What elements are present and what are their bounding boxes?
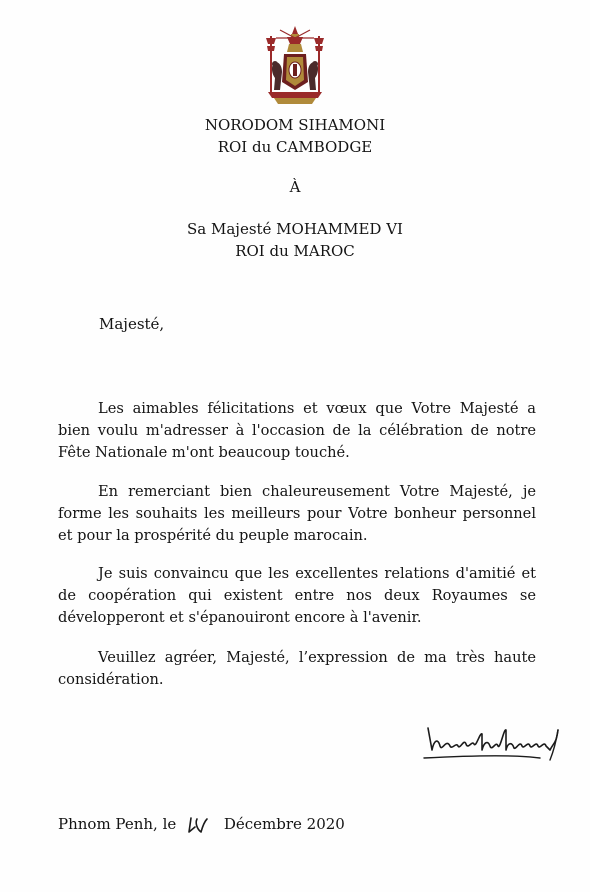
body-paragraph: Je suis convaincu que les excellentes relations d'amitié et de coopération qui existent entre nos deux Royaumes se développeront et s'épanouiront encore à l'avenir.	[58, 565, 536, 626]
sender-name: NORODOM SIHAMONI	[204, 116, 386, 134]
sender-title: ROI du CAMBODGE	[217, 138, 373, 156]
recipient-title: ROI du MAROC	[235, 242, 355, 260]
recipient-name: Sa Majesté MOHAMMED VI	[187, 220, 403, 238]
closing-paragraph: Veuillez agréer, Majesté, l’expression de ma très haute considération.	[58, 649, 536, 688]
handwritten-signature	[422, 720, 572, 764]
month-year: Décembre 2020	[223, 815, 345, 833]
handwritten-day	[185, 815, 213, 835]
recipient-block	[0, 218, 590, 262]
place-and-date	[58, 813, 345, 835]
sender-block	[0, 114, 590, 158]
salutation: Majesté,	[99, 315, 165, 333]
addressee-preposition: À	[289, 178, 301, 196]
body-paragraph: Les aimables félicitations et vœux que Votre Majesté a bien voulu m'adresser à l'occasion de la célébration de notre Fête Nationale m'ont beaucoup touché.	[58, 400, 536, 461]
place-label: Phnom Penh, le	[58, 815, 177, 833]
royal-coat-of-arms-icon	[260, 24, 330, 106]
body-paragraph: En remerciant bien chaleureusement Votre Majesté, je forme les souhaits les meilleurs pour Votre bonheur personnel et pour la prospérité du peuple marocain.	[58, 483, 536, 544]
